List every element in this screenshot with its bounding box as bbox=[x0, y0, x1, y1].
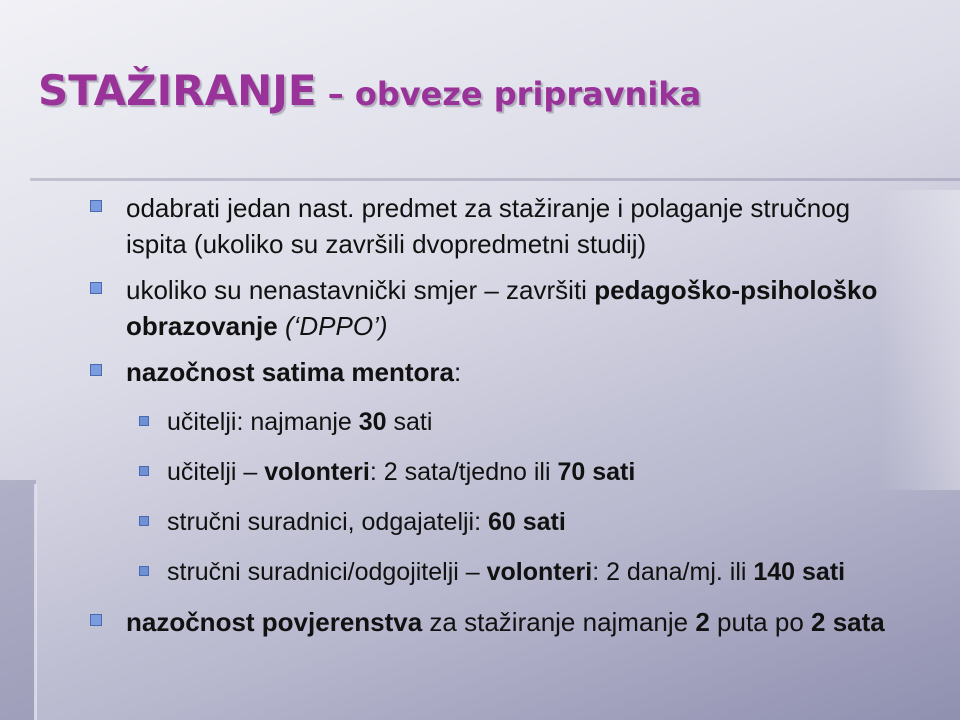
square-bullet-icon bbox=[90, 282, 102, 294]
bullet-text: stručni suradnici, odgajatelji: bbox=[167, 508, 488, 536]
sub-bullet-item bbox=[137, 504, 888, 540]
bullet-bold-text: 140 sati bbox=[753, 558, 846, 586]
bullet-text: : bbox=[453, 357, 462, 387]
bullet-bold-text: 2 bbox=[695, 607, 710, 637]
bullet-text: odabrati jedan nast. predmet za stažiranje i polaganje stručnog ispita (ukoliko su završili dvopredmetni studij) bbox=[126, 193, 851, 259]
small-square-bullet-icon bbox=[139, 566, 149, 576]
bullet-bold-text: 2 sata bbox=[811, 607, 885, 637]
sub-bullet-item bbox=[137, 454, 888, 490]
bullet-bold-text: volonteri bbox=[486, 558, 593, 586]
bullet-text bbox=[278, 311, 285, 341]
bullet-text: : 2 dana/mj. ili bbox=[592, 558, 754, 586]
bullet-item bbox=[88, 190, 888, 262]
square-bullet-icon bbox=[90, 614, 102, 626]
bullet-item bbox=[88, 604, 888, 640]
bullet-text: za stažiranje najmanje bbox=[422, 607, 696, 637]
bullet-text: : 2 sata/tjedno ili bbox=[369, 458, 558, 486]
title-subtitle: – obveze pripravnika bbox=[316, 75, 702, 113]
sub-bullet-item bbox=[137, 554, 888, 590]
bullet-item bbox=[88, 354, 888, 390]
small-square-bullet-icon bbox=[139, 516, 149, 526]
small-square-bullet-icon bbox=[139, 466, 149, 476]
bullet-bold-text: 30 bbox=[358, 408, 387, 436]
bullet-text: učitelji – bbox=[167, 458, 265, 486]
bullet-item bbox=[88, 272, 888, 344]
bullet-text: puta po bbox=[709, 607, 812, 637]
bullet-bold-text: volonteri bbox=[264, 458, 370, 486]
sub-bullet-item bbox=[137, 404, 888, 440]
decorative-band bbox=[880, 190, 960, 490]
bullet-text: stručni suradnici/odgojitelji – bbox=[167, 558, 487, 586]
decorative-line bbox=[34, 484, 37, 720]
bullet-italic-text: (‘DPPO’) bbox=[284, 311, 388, 341]
decorative-line bbox=[30, 178, 960, 181]
decorative-band bbox=[0, 480, 36, 720]
bullet-list bbox=[88, 190, 888, 650]
title-main: STAŽIRANJE bbox=[38, 66, 317, 115]
bullet-bold-text: pedagoško-psihološko obrazovanje bbox=[126, 275, 878, 341]
bullet-bold-text: nazočnost satima mentora bbox=[126, 357, 454, 387]
bullet-bold-text: 70 sati bbox=[557, 458, 636, 486]
small-square-bullet-icon bbox=[139, 416, 149, 426]
square-bullet-icon bbox=[90, 200, 102, 212]
slide-title bbox=[38, 66, 701, 115]
bullet-text: učitelji: najmanje bbox=[167, 408, 359, 436]
bullet-bold-text: 60 sati bbox=[488, 508, 566, 536]
square-bullet-icon bbox=[90, 364, 102, 376]
bullet-bold-text: nazočnost povjerenstva bbox=[126, 607, 423, 637]
bullet-text: ukoliko su nenastavnički smjer – završiti bbox=[126, 275, 595, 305]
bullet-text: sati bbox=[386, 408, 433, 436]
